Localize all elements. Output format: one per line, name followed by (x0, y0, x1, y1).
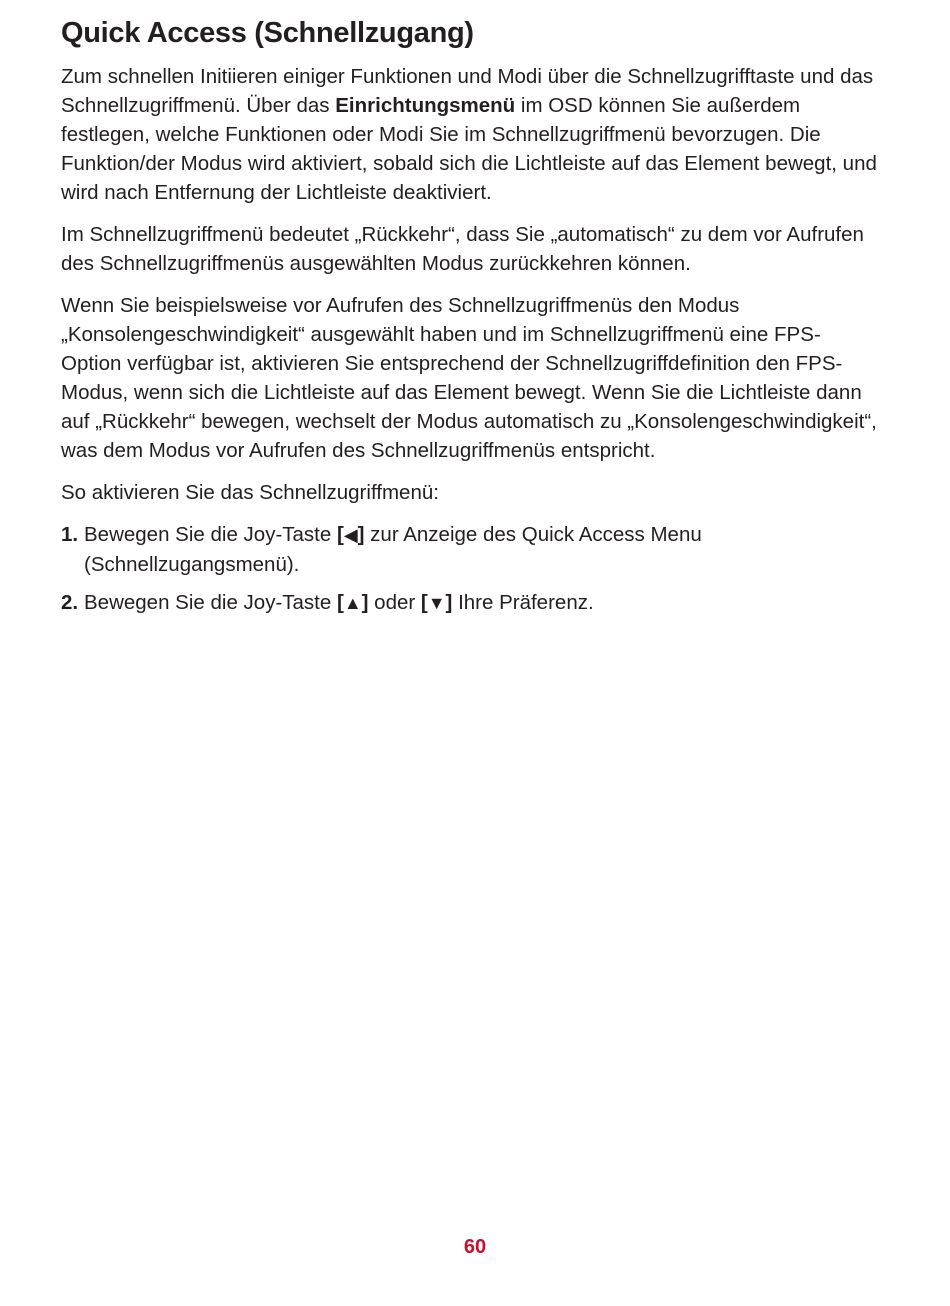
intro-text-start: Zum schnellen Initiieren einiger Funktionen und Modi über die Schnellzugrifftaste und das Schnellzugriffmenü. Über das (61, 65, 874, 117)
steps-list (61, 520, 881, 618)
step-text-end: zur Anzeige des Quick Access Menu (Schnellzugangsmenü). (84, 523, 702, 576)
step-item (61, 588, 881, 618)
bracket-open: [ (336, 523, 344, 546)
arrow-down-icon: ▼ (427, 593, 446, 613)
page-number: 60 (463, 1236, 487, 1258)
step-text (84, 588, 881, 618)
section-title: Quick Access (Schnellzugang) (61, 17, 474, 49)
example-paragraph: Wenn Sie beispielsweise vor Aufrufen des Schnellzugriffmenüs den Modus „Konsolengeschwindigkeit“ ausgewählt haben und im Schnellzugriffmenü eine FPS-Option verfügbar ist, aktivieren Sie entsprechend der Schnellzugriffdefinition den FPS-Modus, wenn sich die Lichtleiste auf das Element bewegt. Wenn Sie die Lichtleiste dann auf „Rückkehr“ bewegen, wechselt der Modus automatisch zu „Konsolengeschwindigkeit“, was dem Modus vor Aufrufen des Schnellzugriffmenüs entspricht. (61, 294, 877, 462)
document-body (61, 14, 881, 627)
intro-text-end: im OSD können Sie außerdem festlegen, welche Funktionen oder Modi Sie im Schnellzugriffmenü bevorzugen. Die Funktion/der Modus wird aktiviert, sobald sich die Lichtleiste auf das Element bewegt, und wird nach Entfernung der Lichtleiste deaktiviert. (61, 94, 877, 204)
joy-key-down (421, 591, 452, 614)
arrow-up-icon: ▲ (343, 593, 362, 613)
step-text-start: Bewegen Sie die Joy-Taste (84, 523, 337, 546)
step-text (84, 520, 881, 579)
step-number: 2. (61, 591, 79, 614)
step-text-end: Ihre Präferenz. (452, 591, 594, 614)
step-number: 1. (61, 523, 79, 546)
setup-menu-term: Einrichtungsmenü (335, 94, 516, 117)
return-paragraph: Im Schnellzugriffmenü bedeutet „Rückkehr“, dass Sie „automatisch“ zu dem vor Aufrufen des Schnellzugriffmenüs ausgewählten Modus zurückkehren können. (61, 223, 864, 275)
activation-intro: So aktivieren Sie das Schnellzugriffmenü: (61, 481, 439, 504)
joy-key-left (337, 523, 365, 546)
joy-key-up (337, 591, 368, 614)
arrow-left-icon: ◀ (343, 525, 358, 545)
step-text-middle: oder (368, 591, 421, 614)
bracket-close: ] (361, 591, 369, 614)
bracket-open: [ (336, 591, 344, 614)
bracket-close: ] (445, 591, 453, 614)
intro-paragraph (61, 62, 881, 207)
step-item (61, 520, 881, 579)
step-text-start: Bewegen Sie die Joy-Taste (84, 591, 337, 614)
bracket-open: [ (420, 591, 428, 614)
bracket-close: ] (357, 523, 365, 546)
